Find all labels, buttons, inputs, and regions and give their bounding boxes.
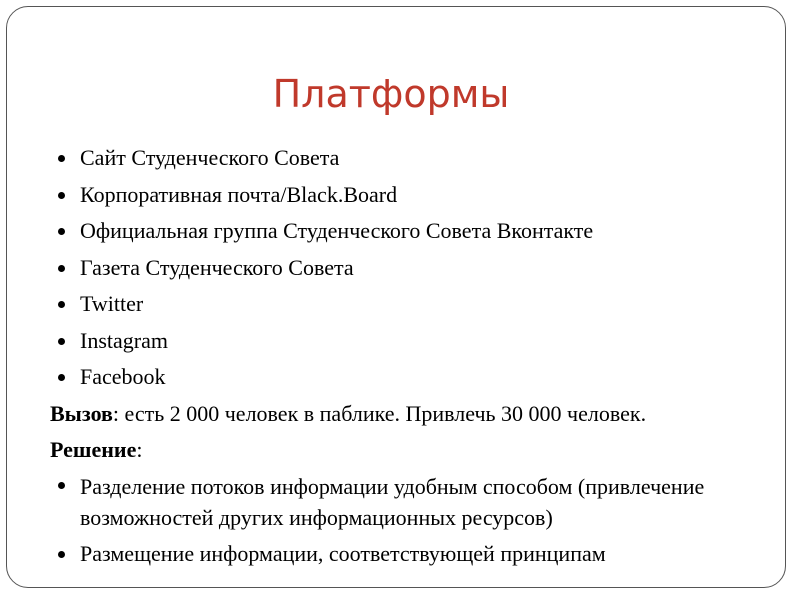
slide-title: Платформы — [272, 72, 510, 116]
platform-label: Facebook — [80, 364, 166, 389]
bullet-dot-icon — [58, 374, 65, 381]
list-item — [50, 213, 780, 250]
bullet-dot-icon — [58, 551, 65, 558]
list-item — [50, 250, 780, 287]
bullet-dot-icon — [58, 265, 65, 272]
list-item — [50, 469, 780, 536]
bullet-dot-icon — [58, 192, 65, 199]
challenge-label: Вызов — [50, 400, 113, 426]
list-item — [50, 536, 780, 573]
solution-heading — [50, 432, 780, 469]
solution-label: Решение — [50, 437, 137, 462]
solution-item-text: Размещение информации, соответствующей принципам — [80, 540, 606, 566]
solution-colon: : — [136, 437, 143, 462]
bullet-dot-icon — [58, 482, 65, 489]
list-item — [50, 359, 780, 396]
platform-label: Газета Студенческого Совета — [80, 254, 354, 280]
platform-label: Официальная группа Студенческого Совета Вконтакте — [80, 218, 594, 243]
bullet-dot-icon — [58, 155, 65, 162]
challenge-line — [50, 396, 780, 433]
list-item — [50, 140, 780, 177]
platform-label: Instagram — [80, 327, 168, 353]
list-item — [50, 177, 780, 214]
bullet-dot-icon — [58, 301, 65, 308]
list-item — [50, 286, 780, 323]
list-item — [50, 323, 780, 360]
challenge-text: : есть 2 000 человек в паблике. Привлечь 30 000 человек. — [112, 400, 647, 426]
platform-label: Twitter — [80, 291, 144, 316]
slide-content — [50, 140, 780, 572]
platform-label: Сайт Студенческого Совета — [80, 145, 340, 170]
bullet-dot-icon — [58, 228, 65, 235]
platform-label: Корпоративная почта/Black.Board — [80, 181, 398, 207]
solution-item-text: Разделение потоков информации удобным способом (привлечение возможностей других информационных ресурсов) — [80, 473, 705, 530]
bullet-dot-icon — [58, 338, 65, 345]
